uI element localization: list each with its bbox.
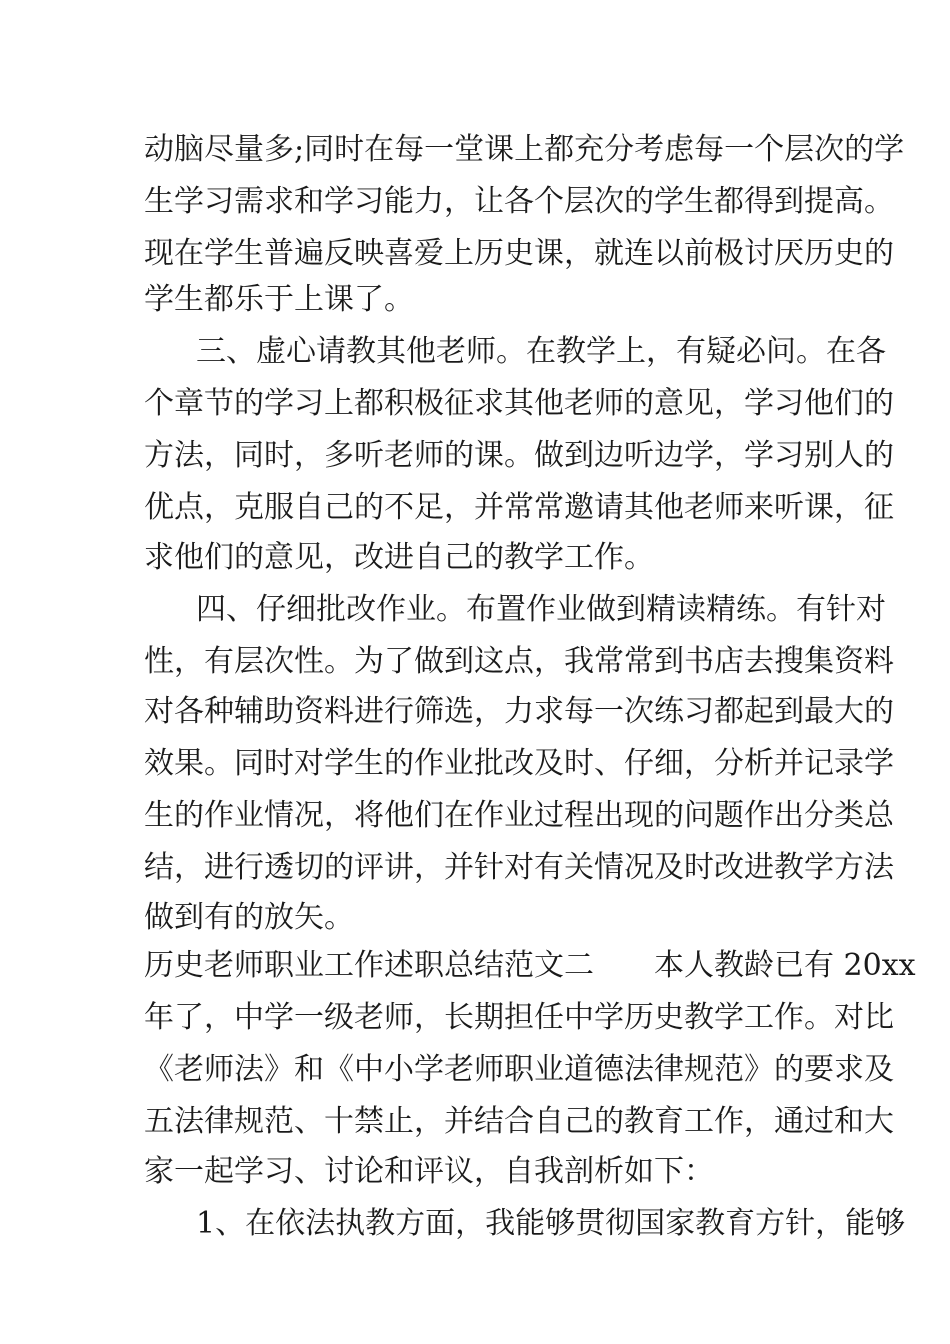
text-line: 生学习需求和学习能力，让各个层次的学生都得到提高。	[144, 184, 894, 219]
text-line: 求他们的意见，改进自己的教学工作。	[144, 540, 654, 575]
text-line: 对各种辅助资料进行筛选，力求每一次练习都起到最大的	[144, 694, 894, 729]
text-line: 结，进行透切的评讲，并针对有关情况及时改进教学方法	[144, 850, 894, 885]
text-line: 生的作业情况，将他们在作业过程出现的问题作出分类总	[144, 798, 894, 833]
text-line: 方法，同时，多听老师的课。做到边听边学，学习别人的	[144, 438, 894, 473]
text-line: 五法律规范、十禁止，并结合自己的教育工作，通过和大	[144, 1104, 894, 1139]
paragraph-first-line: 1、在依法执教方面，我能够贯彻国家教育方针，能够	[196, 1206, 906, 1241]
text-line: 年了，中学一级老师，长期担任中学历史教学工作。对比	[144, 1000, 894, 1035]
text-line: 优点，克服自己的不足，并常常邀请其他老师来听课，征	[144, 490, 894, 525]
section-heading-line: 历史老师职业工作述职总结范文二 本人教龄已有 20xx	[144, 948, 916, 983]
paragraph-first-line: 四、仔细批改作业。布置作业做到精读精练。有针对	[196, 592, 886, 627]
text-line: 家一起学习、讨论和评议，自我剖析如下：	[144, 1154, 714, 1189]
text-line: 学生都乐于上课了。	[144, 282, 414, 317]
text-line: 动脑尽量多;同时在每一堂课上都充分考虑每一个层次的学	[144, 132, 905, 167]
text-line: 做到有的放矢。	[144, 900, 354, 935]
text-line: 《老师法》和《中小学老师职业道德法律规范》的要求及	[144, 1052, 894, 1087]
text-line: 性，有层次性。为了做到这点，我常常到书店去搜集资料	[144, 644, 894, 679]
text-line: 效果。同时对学生的作业批改及时、仔细，分析并记录学	[144, 746, 894, 781]
text-line: 个章节的学习上都积极征求其他老师的意见，学习他们的	[144, 386, 894, 421]
paragraph-first-line: 三、虚心请教其他老师。在教学上，有疑必问。在各	[196, 334, 886, 369]
text-line: 现在学生普遍反映喜爱上历史课，就连以前极讨厌历史的	[144, 236, 894, 271]
